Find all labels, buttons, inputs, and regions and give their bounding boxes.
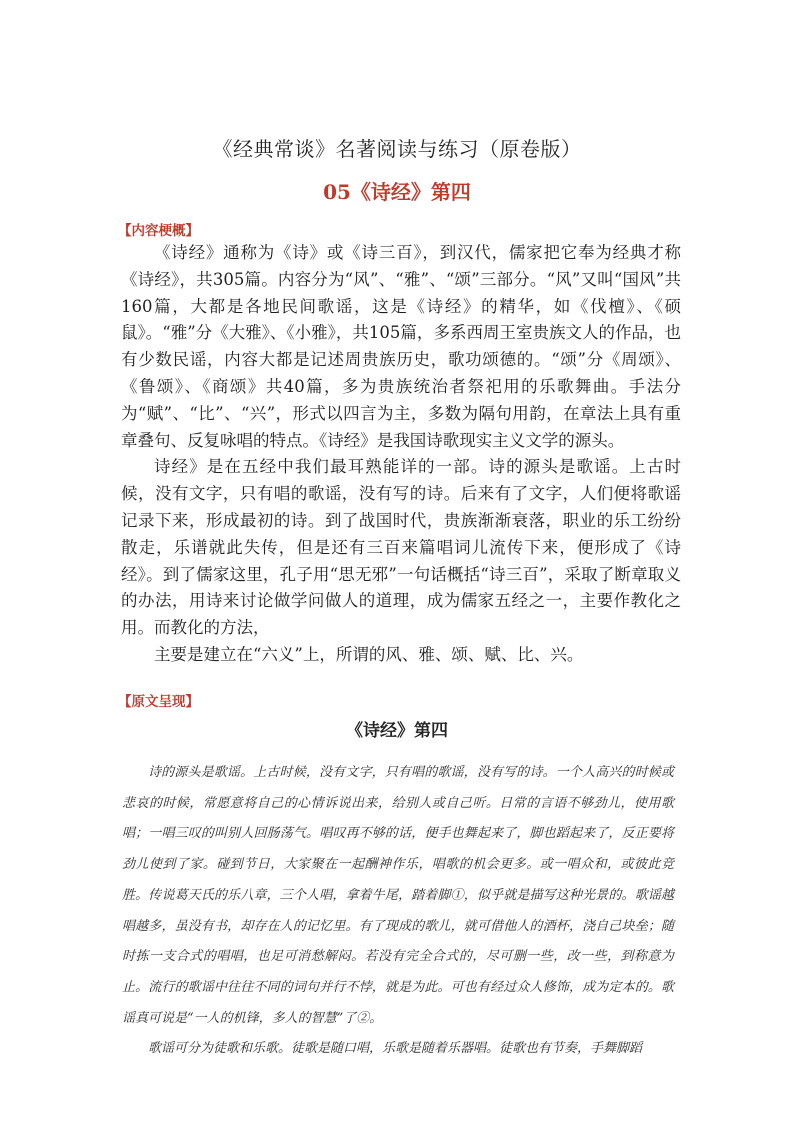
summary-section-label: 【内容梗概】 <box>118 223 199 239</box>
original-section-label: 【原文呈现】 <box>118 694 199 710</box>
chapter-title: 05《诗经》第四 <box>323 180 471 204</box>
summary-paragraph-3: 主要是建立在“六义”上，所谓的风、雅、颂、赋、比、兴。 <box>154 644 584 664</box>
original-heading: 《诗经》第四 <box>346 721 448 741</box>
summary-paragraph-2: 诗经》是在五经中我们最耳熟能详的一部。诗的源头是歌谣。上古时候，没有文字，只有唱的歌谣，没有写的诗。后来有了文字，人们便将歌谣记录下来，形成最初的诗。到了战国时代，贵族渐渐衰落，职业的乐工纷纷散走，乐谱就此失传，但是还有三百来篇唱词儿流传下来，便形成了《诗经》。到了儒家这里，孔子用“思无邪”一句话概括“诗三百”，采取了断章取义的办法，用诗来讨论做学问做人的道理，成为儒家五经之一，主要作教化之用。而教化的方法， <box>121 457 681 638</box>
original-paragraph-2: 歌谣可分为徒歌和乐歌。徒歌是随口唱，乐歌是随着乐器唱。徒歌也有节奏，手舞脚蹈 <box>148 1041 643 1057</box>
original-text <box>122 758 674 1065</box>
summary-paragraph-1: 《诗经》通称为《诗》或《诗三百》，到汉代，儒家把它奉为经典才称《诗经》，共305篇。内容分为“风”、“雅”、“颂”三部分。“风”又叫“国风”共160篇，大都是各地民间歌谣，这是《诗经》的精华，如《伐檀》、《硕鼠》。“雅”分《大雅》、《小雅》，共105篇，多系西周王室贵族文人的作品，也有少数民谣，内容大都是记述周贵族历史，歌功颂德的。“颂”分《周颂》、《鲁颂》、《商颂》共40篇，多为贵族统治者祭祀用的乐歌舞曲。手法分为“赋”、“比”、“兴”，形式以四言为主，多数为隔句用韵，在章法上具有重章叠句、反复咏唱的特点。《诗经》是我国诗歌现实主义文学的源头。 <box>121 243 681 450</box>
document-title: 《经典常谈》名著阅读与练习（原卷版） <box>212 137 582 161</box>
summary-text <box>121 240 681 669</box>
original-paragraph-1: 诗的源头是歌谣。上古时候，没有文字，只有唱的歌谣，没有写的诗。一个人高兴的时候或悲哀的时候，常愿意将自己的心情诉说出来，给别人或自己听。日常的言语不够劲儿，使用歌唱；一唱三叹的叫别人回肠荡气。唱叹再不够的话，便手也舞起来了，脚也蹈起来了，反正要将劲儿使到了家。碰到节日，大家聚在一起酬神作乐，唱歌的机会更多。或一唱众和，或彼此竞胜。传说葛天氏的乐八章，三个人唱，拿着牛尾，踏着脚①，似乎就是描写这种光景的。歌谣越唱越多，虽没有书，却存在人的记忆里。有了现成的歌儿，就可借他人的酒杯，浇自己块垒；随时拣一支合式的唱唱，也足可消愁解闷。若没有完全合式的，尽可删一些，改一些，到称意为止。流行的歌谣中往往不同的词句并行不悖，就是为此。可也有经过众人修饰，成为定本的。歌谣真可说是“一人的机锋，多人的智慧”了②。 <box>122 765 674 1026</box>
